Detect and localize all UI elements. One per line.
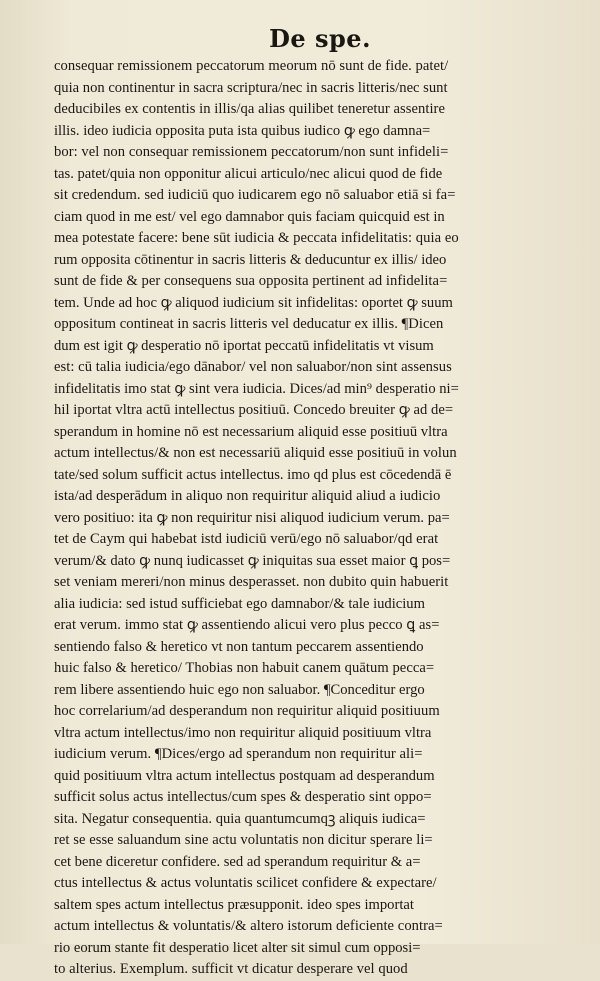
text-line: ret se esse saluandum sine actu voluntatis non dicitur sperare li= (54, 832, 433, 848)
text-line: cet bene diceretur confidere. sed ad sperandum requiritur & a= (54, 853, 421, 870)
text-line: dum est igit ꝙ desperatio nō iportat peccatū infidelitatis vt visum (54, 337, 434, 354)
text-line: hoc correlarium/ad desperandum non requiritur aliquid positiuum (54, 703, 440, 719)
text-line: illis. ideo iudicia opposita puta ista quibus iudico ꝙ ego damna= (54, 122, 431, 139)
running-head: De spe. (269, 24, 371, 53)
text-line: ciam quod in me est/ vel ego damnabor quis faciam quicquid est in (54, 208, 445, 225)
text-line: sita. Negatur consequentia. quia quantumcumqꝫ aliquis iudica= (54, 810, 426, 827)
text-line: hil iportat vltra actū intellectus positiuū. Concedo breuiter ꝙ ad de= (54, 402, 454, 418)
body-text-block (54, 56, 574, 981)
text-line: rem libere assentiendo huic ego non saluabor. ¶Conceditur ergo (54, 681, 425, 698)
text-line: actum intellectus & voluntatis/& altero istorum deficiente contra= (54, 918, 443, 934)
text-line: tas. patet/quia non opponitur alicui articulo/nec alicui quod de fide (54, 165, 443, 182)
text-line: rio eorum stante fit desperatio licet alter sit simul cum opposi= (54, 939, 421, 956)
text-line: quia non continentur in sacra scriptura/nec in sacris litteris/nec sunt (54, 79, 448, 96)
text-line: iudicium verum. ¶Dices/ergo ad sperandum non requiritur ali= (54, 746, 423, 762)
text-line: tem. Unde ad hoc ꝙ aliquod iudicium sit infidelitas: oportet ꝙ suum (54, 294, 453, 311)
text-line: tet de Caym qui habebat istd iudiciū verū/ego nō saluabor/qd erat (54, 531, 439, 547)
text-line: actum intellectus/& non est necessariū aliquid esse positiuū in volun (54, 445, 457, 461)
text-line: oppositum contineat in sacris litteris vel deducatur ex illis. ¶Dicen (54, 316, 444, 332)
text-line: sperandum in homine nō est necessarium aliquid esse positiuū vltra (54, 423, 448, 440)
text-line: set veniam mereri/non minus desperasset. non dubito quin habuerit (54, 574, 449, 590)
text-line: huic falso & heretico/ Thobias non habuit canem quātum pecca= (54, 660, 435, 676)
text-line: vltra actum intellectus/imo non requiritur aliquid positiuum vltra (54, 724, 432, 741)
text-line: vero positiuo: ita ꝙ non requiritur nisi aliquod iudicium verum. pa= (54, 509, 450, 526)
text-line: consequar remissionem peccatorum meorum nō sunt de fide. patet/ (54, 58, 449, 74)
text-line: quid positiuum vltra actum intellectus postquam ad desperandum (54, 767, 435, 784)
text-line: verum/& dato ꝙ nunq iudicasset ꝙ iniquitas sua esset maior ꝗ pos= (54, 552, 451, 569)
text-line: sufficit solus actus intellectus/cum spes & desperatio sint oppo= (54, 789, 432, 805)
text-line: rum opposita cōtinentur in sacris litteris & deducuntur ex illis/ ideo (54, 251, 447, 268)
text-line: alia iudicia: sed istud sufficiebat ego damnabor/& tale iudicium (54, 595, 425, 612)
text-line: sit credendum. sed iudiciū quo iudicarem ego nō saluabor etiā si fa= (54, 187, 456, 203)
page-header (0, 24, 600, 53)
text-line: sentiendo falso & heretico vt non tantum peccarem assentiendo (54, 638, 424, 655)
text-line: ista/ad desperādum in aliquo non requiritur aliquid aliud a iudicio (54, 488, 441, 504)
text-line: infidelitatis imo stat ꝙ sint vera iudicia. Dices/ad min⁹ desperatio ni= (54, 380, 459, 397)
text-line: tate/sed solum sufficit actus intellectus. imo qd plus est cōcedendā ē (54, 466, 452, 483)
text-line: ctus intellectus & actus voluntatis scilicet confidere & expectare/ (54, 875, 437, 891)
text-line: est: cū talia iudicia/ego dānabor/ vel non saluabor/non sint assensus (54, 359, 452, 375)
text-line: mea potestate facere: bene sūt iudicia & peccata infidelitatis: quia eo (54, 230, 459, 246)
text-line: sunt de fide & per consequens sua opposita pertinent ad infidelita= (54, 273, 448, 289)
text-line: deducibiles ex contentis in illis/qa alias quilibet teneretur assentire (54, 101, 445, 117)
text-line: bor: vel non consequar remissionem peccatorum/non sunt infideli= (54, 144, 449, 160)
text-line: erat verum. immo stat ꝙ assentiendo alicui vero plus pecco ꝗ as= (54, 617, 440, 633)
text-line: to alterius. Exemplum. sufficit vt dicatur desperare vel quod (54, 961, 408, 977)
text-line: saltem spes actum intellectus præsupponit. ideo spes importat (54, 896, 414, 913)
